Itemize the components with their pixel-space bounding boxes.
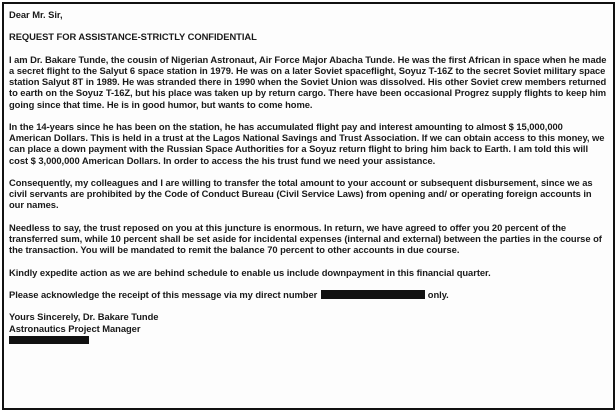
signature-title: Astronautics Project Manager: [9, 322, 141, 334]
subject-line: REQUEST FOR ASSISTANCE-STRICTLY CONFIDENTIAL: [9, 31, 257, 43]
acknowledge-text: Please acknowledge the receipt of this message via my direct number: [9, 288, 318, 300]
paragraph-funds: In the 14-years since he has been on the station, he has accumulated flight pay and interest amounting to almost $ 15,000,000 American Dollars. This is held in a trust at the Lagos National Savings and Trust Association. If we can obtain access to this money, we can place a down payment with the Russian Space Authorities for a Soyuz return flight to bring him back to Earth. I am told this will cost $ 3,000,000 American Dollars. In order to access the his trust fund we need your assistance.: [9, 120, 605, 166]
paragraph-intro: I am Dr. Bakare Tunde, the cousin of Nigerian Astronaut, Air Force Major Abacha Tunde. He was the first African in space when he made a secret flight to the Salyut 6 space station in 1979. He was on a later Soviet spaceflight, Soyuz T-16Z to the secret Soviet military space station Salyut 8T in 1989. He was stranded there in 1990 when the Soviet Union was dissolved. His other Soviet crew members returned to earth on the Soyuz T-16Z, but his place was taken up by return cargo. There have been occasional Progrez supply flights to keep him going since that time. He is in good humor, but wants to come home.: [9, 53, 607, 110]
redacted-contact: [9, 336, 89, 344]
redacted-phone-number: [321, 290, 425, 299]
acknowledge-line: [9, 289, 607, 300]
letter-frame: [2, 2, 615, 410]
salutation: Dear Mr. Sir,: [9, 9, 63, 20]
acknowledge-suffix: only.: [427, 288, 449, 300]
closing: Yours Sincerely, Dr. Bakare Tunde: [9, 311, 159, 323]
letter-body: [9, 9, 607, 345]
paragraph-transfer: Consequently, my colleagues and I are willing to transfer the total amount to your account or subsequent disbursement, since we as civil servants are prohibited by the Code of Conduct Bureau (Civil Service Laws) from opening and/ or operating foreign accounts in our names.: [9, 176, 593, 211]
paragraph-terms: Needless to say, the trust reposed on you at this juncture is enormous. In return, we have agreed to offer you 20 percent of the transferred sum, while 10 percent shall be set aside for incidental expenses (internal and external) between the parties in the course of the transaction. You will be mandated to remit the balance 70 percent to other accounts in due course.: [9, 221, 602, 256]
paragraph-expedite: Kindly expedite action as we are behind schedule to enable us include downpayment in this financial quarter.: [9, 266, 491, 278]
